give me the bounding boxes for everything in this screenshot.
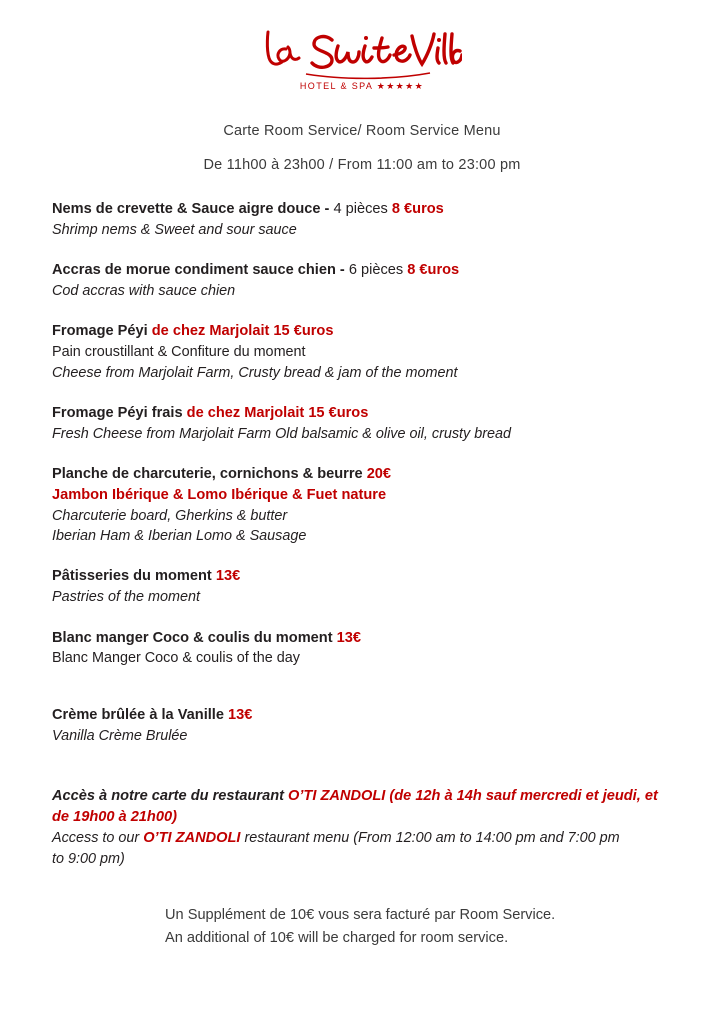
menu-item-price: 15 €uros — [308, 404, 369, 421]
menu-item — [52, 260, 684, 301]
menu-item-fr-qty: 6 pièces — [348, 262, 408, 279]
menu-item-fr-name: Accras de morue condiment sauce chien - — [52, 262, 349, 279]
access-fr-line-2: de 19h00 à 21h00) — [52, 809, 177, 826]
menu-item-fr — [52, 705, 684, 726]
menu-item-en: Vanilla Crème Brulée — [52, 727, 188, 744]
menu-item-fr — [52, 566, 684, 587]
menu-item-fr-sub: Pain croustillant & Confiture du moment — [52, 344, 306, 361]
menu-item-en: Charcuterie board, Gherkins & butter — [52, 507, 288, 524]
restaurant-access-block — [0, 786, 724, 870]
menu-item-fr-sub: Blanc Manger Coco & coulis of the day — [52, 650, 300, 667]
access-en-restaurant: O’TI ZANDOLI — [143, 830, 241, 847]
spacer — [52, 689, 684, 705]
menu-item-en-2: Iberian Ham & Iberian Lomo & Sausage — [52, 528, 307, 545]
menu-item-fr — [52, 260, 684, 281]
menu-item — [52, 464, 684, 546]
menu-item-price: 15 €uros — [273, 323, 334, 340]
menu-item-price: 13€ — [228, 706, 253, 723]
menu-item-fr — [52, 321, 684, 342]
menu-item-fr-name: Pâtisseries du moment — [52, 568, 216, 585]
menu-item-fr-sub-accent: Jambon Ibérique & Lomo Ibérique & Fuet nature — [52, 486, 387, 503]
menu-item-fr-name: Fromage Péyi — [52, 323, 152, 340]
menu-list — [0, 199, 724, 746]
menu-item-fr-accent: de chez Marjolait — [186, 404, 309, 421]
menu-item-fr — [52, 403, 684, 424]
menu-item-en: Cod accras with sauce chien — [52, 282, 236, 299]
menu-item-price: 20€ — [366, 466, 392, 483]
menu-item — [52, 321, 684, 383]
access-fr-line — [52, 786, 684, 807]
logo-subtitle-text: HOTEL & SPA ★★★★★ — [299, 81, 425, 91]
access-en-line-2: to 9:00 pm) — [52, 851, 125, 868]
menu-item-price: 13€ — [215, 568, 241, 585]
brand-logo — [0, 0, 724, 101]
menu-item-fr-name: Fromage Péyi frais — [52, 404, 187, 421]
supplement-notice-en: An additional of 10€ will be charged for room service. — [165, 929, 509, 946]
access-en-prefix: Access to our — [52, 830, 144, 847]
logo-icon — [262, 18, 462, 96]
menu-item-price: 8 €uros — [407, 262, 460, 279]
menu-item-fr-qty: 4 pièces — [333, 201, 392, 217]
menu-item — [52, 403, 684, 444]
menu-item-fr — [52, 464, 684, 485]
menu-item-fr — [52, 628, 684, 649]
menu-item-en: Cheese from Marjolait Farm, Crusty bread & jam of the moment — [52, 364, 458, 381]
access-en-line — [52, 828, 684, 849]
supplement-notice — [0, 904, 724, 949]
menu-item — [52, 199, 684, 240]
menu-item-fr — [52, 199, 684, 220]
page-title: Carte Room Service/ Room Service Menu — [223, 123, 501, 139]
menu-item-en: Fresh Cheese from Marjolait Farm Old balsamic & olive oil, crusty bread — [52, 425, 512, 442]
menu-item-fr-name: Blanc manger Coco & coulis du moment — [52, 629, 337, 646]
menu-item-en: Pastries of the moment — [52, 589, 200, 606]
access-fr-prefix: Accès à notre carte du restaurant — [52, 788, 289, 804]
menu-item-fr-name: Nems de crevette & Sauce aigre douce - — [52, 201, 334, 217]
menu-item — [52, 628, 684, 669]
menu-item-price: 13€ — [336, 629, 361, 646]
access-fr-restaurant: O’TI ZANDOLI (de 12h à 14h sauf mercredi et jeudi, et — [288, 788, 658, 804]
access-en-suffix: restaurant menu (From 12:00 am to 14:00 pm and 7:00 pm — [240, 830, 620, 847]
menu-item-fr-accent: de chez Marjolait — [151, 323, 274, 340]
supplement-notice-fr: Un Supplément de 10€ vous sera facturé par Room Service. — [165, 907, 556, 924]
menu-item-fr-name: Planche de charcuterie, cornichons & beurre — [52, 466, 367, 483]
menu-item-en: Shrimp nems & Sweet and sour sauce — [52, 221, 297, 238]
menu-item — [52, 566, 684, 607]
menu-item-price: 8 €uros — [391, 201, 444, 217]
menu-item — [52, 705, 684, 746]
service-hours: De 11h00 à 23h00 / From 11:00 am to 23:00 pm — [203, 157, 521, 173]
menu-item-fr-name: Crème brûlée à la Vanille — [52, 706, 229, 723]
